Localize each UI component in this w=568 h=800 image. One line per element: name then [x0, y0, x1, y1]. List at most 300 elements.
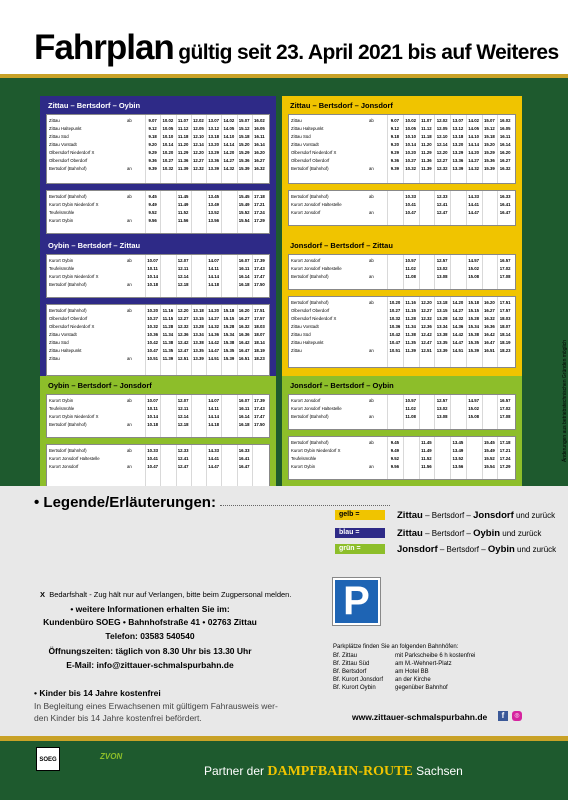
- table-row: [289, 141, 515, 149]
- departure-time: 13.56: [208, 218, 219, 223]
- table-row: [289, 117, 515, 125]
- departure-time: 16.47: [238, 464, 250, 469]
- departure-time: 17.50: [253, 282, 265, 287]
- departure-time: 12.51: [177, 356, 189, 361]
- table-row: [47, 421, 269, 429]
- departure-time: 17.24: [499, 456, 511, 461]
- departure-time: 16.57: [499, 398, 511, 403]
- departure-time: 9.52: [148, 210, 157, 215]
- departure-time: 14.20: [208, 308, 219, 313]
- departure-time: 12.02: [436, 118, 448, 123]
- departure-time: 12.33: [177, 448, 189, 453]
- table-row: [289, 439, 515, 447]
- station-name: Kurort Jonsdorf: [291, 210, 321, 215]
- arrival-departure-marker: an: [127, 464, 132, 469]
- departure-time: 14.11: [208, 406, 219, 411]
- departure-time: 10.07: [147, 258, 158, 263]
- station-name: Zittau Süd: [291, 134, 311, 139]
- table-row: [289, 323, 515, 331]
- departure-time: 13.38: [192, 340, 204, 345]
- title-main: Fahrplan: [34, 28, 174, 67]
- departure-time: 11.18: [177, 134, 189, 139]
- parking-station: Bf. Kurort Oybin: [333, 685, 376, 691]
- departure-time: 10.14: [405, 142, 416, 147]
- station-name: Kurort Oybin: [49, 398, 74, 403]
- departure-time: 16.02: [253, 118, 265, 123]
- departure-time: 16.47: [483, 340, 495, 345]
- station-name: Kurort Oybin Niederdorf X: [49, 202, 99, 207]
- departure-time: 11.20: [177, 142, 189, 147]
- departure-time: 15.29: [238, 150, 250, 155]
- facebook-icon[interactable]: f: [498, 711, 508, 721]
- departure-time: 14.41: [468, 202, 479, 207]
- table-row: [289, 347, 515, 355]
- table-row: [47, 117, 269, 125]
- station-name: Bertsdorf (Bahnhof): [49, 308, 87, 313]
- panel-title: Jonsdorf – Bertsdorf – Oybin: [286, 380, 486, 392]
- departure-time: 11.16: [405, 300, 416, 305]
- table-row: [289, 339, 515, 347]
- table-row: [47, 257, 269, 265]
- arrival-departure-marker: an: [127, 422, 132, 427]
- departure-time: 11.07: [421, 118, 432, 123]
- departure-time: 10.14: [147, 414, 158, 419]
- departure-time: 18.07: [499, 324, 511, 329]
- departure-time: 11.34: [405, 324, 416, 329]
- departure-time: 18.19: [499, 340, 511, 345]
- station-name: Zittau: [49, 356, 60, 361]
- departure-time: 11.52: [421, 456, 432, 461]
- departure-time: 16.36: [483, 324, 495, 329]
- departure-time: 13.18: [192, 308, 204, 313]
- departure-time: 16.32: [483, 316, 495, 321]
- timetable-table: [288, 254, 516, 290]
- website-link[interactable]: www.zittauer-schmalspurbahn.de: [352, 712, 488, 722]
- departure-time: 16.27: [483, 308, 495, 313]
- departure-time: 10.11: [147, 266, 158, 271]
- departure-time: 9.18: [390, 134, 400, 139]
- departure-time: 10.27: [162, 158, 174, 163]
- departure-time: 12.05: [192, 126, 204, 131]
- departure-time: 10.47: [147, 464, 158, 469]
- departure-time: 14.14: [468, 142, 479, 147]
- departure-time: 16.32: [238, 324, 250, 329]
- info-hours: Öffnungszeiten: täglich von 8.30 Uhr bis 13.30 Uhr: [48, 646, 252, 656]
- departure-time: 16.47: [499, 210, 511, 215]
- departure-time: 12.41: [436, 202, 448, 207]
- departure-time: 9.20: [390, 142, 400, 147]
- departure-time: 14.41: [208, 456, 219, 461]
- departure-time: 15.34: [468, 324, 479, 329]
- departure-time: 13.15: [192, 316, 204, 321]
- arrival-departure-marker: an: [369, 414, 374, 419]
- station-name: Kurort Oybin: [49, 258, 74, 263]
- parking-location: gegenüber Bahnhof: [395, 685, 448, 691]
- departure-time: 10.32: [405, 166, 416, 171]
- departure-time: 16.33: [238, 448, 250, 453]
- departure-time: 14.20: [452, 300, 464, 305]
- station-name: Zittau: [291, 348, 302, 353]
- departure-time: 14.07: [208, 258, 219, 263]
- departure-time: 17.39: [253, 398, 265, 403]
- departure-time: 10.20: [147, 308, 158, 313]
- table-row: [47, 201, 269, 209]
- departure-time: 12.18: [177, 422, 189, 427]
- departure-time: 17.51: [253, 308, 265, 313]
- departure-time: 11.02: [405, 266, 416, 271]
- departure-time: 10.47: [405, 210, 416, 215]
- table-row: [289, 125, 515, 133]
- station-name: Zittau Haltepunkt: [49, 126, 82, 131]
- table-row: [47, 273, 269, 281]
- departure-time: 10.47: [389, 340, 401, 345]
- departure-time: 16.47: [238, 348, 250, 353]
- departure-time: 13.35: [436, 340, 448, 345]
- timetable-table: [46, 394, 270, 438]
- departure-time: 10.33: [147, 448, 158, 453]
- departure-time: 10.14: [147, 274, 158, 279]
- table-row: [47, 397, 269, 405]
- departure-time: 16.41: [238, 456, 250, 461]
- table-row: [289, 157, 515, 165]
- table-row: [289, 193, 515, 201]
- departure-time: 17.18: [253, 194, 265, 199]
- departure-time: 13.39: [436, 348, 448, 353]
- station-name: Zittau Süd: [49, 134, 69, 139]
- departure-time: 12.11: [177, 406, 189, 411]
- info-email[interactable]: E-Mail: info@zittauer-schmalspurbahn.de: [66, 660, 234, 670]
- bedarfshalt-note: X Bedarfshalt - Zug hält nur auf Verlangen, bitte beim Zugpersonal melden.: [40, 590, 292, 599]
- departure-time: 13.29: [452, 150, 464, 155]
- departure-time: 16.02: [499, 118, 511, 123]
- departure-time: 15.15: [223, 316, 235, 321]
- departure-time: 13.39: [452, 166, 464, 171]
- station-name: Zittau Haltepunkt: [291, 340, 324, 345]
- legend-label-green: Jonsdorf – Bertsdorf – Oybin und zurück: [397, 544, 557, 555]
- table-row: [47, 323, 269, 331]
- station-name: Teufelsmühle: [49, 266, 75, 271]
- departure-time: 9.45: [148, 194, 157, 199]
- departure-time: 18.03: [253, 324, 265, 329]
- departure-time: 15.20: [483, 142, 495, 147]
- departure-time: 10.32: [147, 324, 158, 329]
- departure-time: 15.49: [238, 202, 250, 207]
- timetable-panel: [282, 376, 522, 486]
- departure-time: 10.18: [147, 422, 158, 427]
- zvon-logo: ZVON: [100, 752, 123, 761]
- departure-time: 11.34: [162, 332, 174, 337]
- station-name: Kurort Oybin: [291, 464, 316, 469]
- departure-time: 17.21: [253, 202, 265, 207]
- departure-time: 14.11: [208, 266, 219, 271]
- departure-time: 17.50: [253, 422, 265, 427]
- departure-time: 14.05: [468, 126, 479, 131]
- departure-time: 12.27: [177, 316, 189, 321]
- departure-time: 16.11: [238, 266, 250, 271]
- departure-time: 14.47: [208, 348, 219, 353]
- departure-time: 16.32: [499, 166, 511, 171]
- parking-location: mit Parkscheibe 6 h kostenfrei: [395, 653, 476, 659]
- kinder-text-1: In Begleitung eines Erwachsenen mit gültigem Fahrausweis wer-: [34, 701, 278, 711]
- departure-time: 13.39: [192, 356, 204, 361]
- table-row: [289, 165, 515, 173]
- departure-time: 11.52: [177, 210, 189, 215]
- timetable-table: [46, 114, 270, 184]
- departure-time: 15.07: [483, 118, 495, 123]
- departure-time: 11.28: [162, 324, 174, 329]
- arrival-departure-marker: ab: [369, 258, 374, 263]
- station-name: Zittau Vorstadt: [291, 324, 319, 329]
- departure-time: 18.23: [253, 356, 265, 361]
- departure-time: 15.52: [483, 456, 495, 461]
- legend-label-blue: Zittau – Bertsdorf – Oybin und zurück: [397, 528, 542, 539]
- panel-title: Zittau – Bertsdorf – Jonsdorf: [286, 100, 486, 112]
- departure-time: 15.38: [468, 332, 479, 337]
- departure-time: 13.07: [452, 118, 464, 123]
- departure-time: 11.35: [405, 340, 416, 345]
- table-row: [47, 355, 269, 363]
- table-row: [47, 463, 269, 471]
- departure-time: 10.27: [389, 308, 401, 313]
- departure-time: 14.47: [468, 210, 479, 215]
- departure-time: 15.39: [223, 356, 235, 361]
- info-phone: Telefon: 03583 540540: [105, 631, 195, 641]
- panel-title: Zittau – Bertsdorf – Oybin: [44, 100, 244, 112]
- table-row: [289, 315, 515, 323]
- departure-time: 11.20: [421, 142, 432, 147]
- departure-time: 15.49: [483, 448, 495, 453]
- arrival-departure-marker: ab: [127, 448, 132, 453]
- departure-time: 14.10: [468, 134, 479, 139]
- departure-time: 14.51: [208, 356, 219, 361]
- departure-time: 9.12: [148, 126, 157, 131]
- departure-time: 14.42: [452, 332, 464, 337]
- table-row: [289, 201, 515, 209]
- departure-time: 12.14: [177, 414, 189, 419]
- departure-time: 12.27: [420, 308, 432, 313]
- departure-time: 11.45: [421, 440, 432, 445]
- departure-time: 12.20: [436, 150, 448, 155]
- departure-time: 11.29: [177, 150, 189, 155]
- departure-time: 15.18: [238, 134, 250, 139]
- station-name: Kurort Jonsdorf: [49, 464, 79, 469]
- departure-time: 12.07: [177, 398, 189, 403]
- arrival-departure-marker: an: [369, 348, 374, 353]
- timetable-table: [288, 296, 516, 368]
- title-validity: gültig seit 23. April 2021 bis auf Weiteres: [178, 41, 559, 64]
- station-name: Kurort Jonsdorf: [291, 398, 321, 403]
- instagram-icon[interactable]: ◎: [512, 711, 522, 721]
- departure-time: 15.45: [483, 440, 495, 445]
- station-name: Bertsdorf (Bahnhof): [49, 194, 87, 199]
- station-name: Bertsdorf (Bahnhof): [291, 414, 329, 419]
- departure-time: 10.02: [162, 118, 174, 123]
- departure-time: 12.47: [177, 348, 189, 353]
- table-row: [289, 413, 515, 421]
- departure-time: 11.29: [421, 150, 432, 155]
- departure-time: 17.43: [253, 266, 265, 271]
- departure-time: 10.14: [162, 142, 174, 147]
- departure-time: 15.28: [223, 324, 235, 329]
- parking-row: [333, 669, 429, 675]
- station-name: Zittau Haltepunkt: [49, 348, 82, 353]
- departure-time: 16.41: [499, 202, 511, 207]
- parking-location: an der Kirche: [395, 677, 431, 683]
- departure-time: 13.07: [208, 118, 219, 123]
- departure-time: 16.14: [238, 274, 250, 279]
- table-row: [289, 299, 515, 307]
- table-row: [47, 413, 269, 421]
- table-row: [47, 141, 269, 149]
- departure-time: 17.57: [499, 308, 511, 313]
- parking-location: am Hotel BB: [395, 669, 429, 675]
- departure-time: 11.08: [405, 414, 416, 419]
- departure-time: 13.12: [208, 126, 219, 131]
- timetable-panel: [40, 236, 276, 376]
- arrival-departure-marker: ab: [127, 258, 132, 263]
- departure-time: 10.07: [147, 398, 158, 403]
- departure-time: 14.02: [468, 118, 479, 123]
- departure-time: 12.41: [177, 456, 189, 461]
- departure-time: 13.28: [192, 324, 204, 329]
- departure-time: 12.32: [192, 166, 204, 171]
- legend-title: • Legende/Erläuterungen:: [34, 494, 216, 511]
- departure-time: 14.57: [468, 258, 479, 263]
- departure-time: 12.36: [177, 332, 189, 337]
- departure-time: 14.18: [208, 282, 219, 287]
- table-row: [47, 209, 269, 217]
- timetable-table: [288, 114, 516, 184]
- departure-time: 16.14: [253, 142, 265, 147]
- departure-time: 14.27: [468, 158, 479, 163]
- timetable-table: [288, 190, 516, 226]
- departure-time: 16.27: [499, 158, 511, 163]
- legend-label-yellow: Zittau – Bertsdorf – Jonsdorf und zurück: [397, 510, 556, 521]
- departure-time: 18.07: [253, 332, 265, 337]
- departure-time: 10.27: [147, 316, 158, 321]
- station-name: Zittau: [291, 118, 302, 123]
- station-name: Olbersdorf Oberdorf: [49, 316, 88, 321]
- departure-time: 15.39: [483, 166, 495, 171]
- departure-time: 12.47: [177, 464, 189, 469]
- departure-time: 9.29: [390, 150, 400, 155]
- timetable-table: [46, 254, 270, 298]
- table-row: [289, 455, 515, 463]
- departure-time: 11.15: [162, 316, 174, 321]
- departure-time: 13.28: [436, 316, 448, 321]
- departure-time: 15.08: [468, 274, 479, 279]
- departure-time: 17.47: [253, 414, 265, 419]
- departure-time: 15.02: [468, 406, 479, 411]
- departure-time: 17.02: [499, 266, 511, 271]
- departure-time: 14.14: [223, 142, 235, 147]
- arrival-departure-marker: an: [369, 464, 374, 469]
- station-name: Bertsdorf (Bahnhof): [49, 422, 87, 427]
- departure-time: 11.39: [162, 356, 174, 361]
- departure-time: 14.18: [208, 422, 219, 427]
- departure-time: 14.32: [208, 324, 219, 329]
- arrival-departure-marker: ab: [127, 398, 132, 403]
- departure-time: 16.42: [238, 340, 250, 345]
- departure-time: 14.51: [452, 348, 464, 353]
- departure-time: 17.39: [253, 258, 265, 263]
- departure-time: 12.14: [436, 142, 448, 147]
- station-name: Kurort Oybin: [49, 218, 74, 223]
- departure-time: 16.20: [483, 300, 495, 305]
- station-name: Zittau Süd: [49, 340, 69, 345]
- departure-time: 15.20: [238, 142, 250, 147]
- legend-swatch-green: grün =: [335, 544, 385, 554]
- station-name: Bertsdorf (Bahnhof): [49, 166, 87, 171]
- departure-time: 9.07: [390, 118, 400, 123]
- station-name: Zittau Haltepunkt: [291, 126, 324, 131]
- table-row: [289, 265, 515, 273]
- station-name: Teufelsmühle: [291, 456, 317, 461]
- departure-time: 14.27: [452, 308, 464, 313]
- station-name: Bertsdorf (Bahnhof): [291, 300, 329, 305]
- side-note: Änderungen aus betriebstechnischen Gründen möglich: [562, 340, 568, 463]
- table-row: [47, 217, 269, 225]
- station-name: Teufelsmühle: [49, 406, 75, 411]
- departure-time: 10.41: [147, 456, 158, 461]
- table-row: [289, 405, 515, 413]
- departure-time: 13.34: [192, 332, 204, 337]
- station-name: Zittau Vorstadt: [291, 142, 319, 147]
- station-name: Kurort Jonsdorf Haltestelle: [291, 202, 342, 207]
- departure-time: 9.56: [390, 464, 400, 469]
- arrival-departure-marker: ab: [127, 308, 132, 313]
- info-heading: • weitere Informationen erhalten Sie im:: [70, 604, 230, 614]
- departure-time: 12.36: [420, 324, 432, 329]
- departure-time: 11.16: [162, 308, 174, 313]
- arrival-departure-marker: an: [369, 210, 374, 215]
- departure-time: 12.20: [177, 308, 189, 313]
- departure-time: 14.32: [452, 316, 464, 321]
- table-row: [289, 463, 515, 471]
- table-row: [47, 405, 269, 413]
- station-name: Olbersdorf Niederdorf X: [291, 316, 337, 321]
- departure-time: 12.14: [192, 142, 204, 147]
- departure-time: 17.02: [499, 406, 511, 411]
- table-row: [289, 149, 515, 157]
- departure-time: 12.42: [420, 332, 432, 337]
- departure-time: 9.36: [390, 158, 400, 163]
- panel-title: Jonsdorf – Bertsdorf – Zittau: [286, 240, 486, 252]
- departure-time: 12.42: [177, 340, 189, 345]
- station-name: Bertsdorf (Bahnhof): [291, 194, 329, 199]
- station-name: Zittau Vorstadt: [49, 332, 77, 337]
- departure-time: 13.56: [452, 464, 464, 469]
- departure-time: 11.56: [421, 464, 432, 469]
- departure-time: 13.12: [452, 126, 464, 131]
- departure-time: 16.20: [499, 150, 511, 155]
- departure-time: 9.45: [390, 440, 400, 445]
- departure-time: 15.02: [468, 266, 479, 271]
- departure-time: 15.34: [223, 332, 235, 337]
- departure-time: 18.03: [499, 316, 511, 321]
- departure-time: 15.08: [468, 414, 479, 419]
- departure-time: 10.51: [389, 348, 401, 353]
- departure-time: 16.36: [238, 332, 250, 337]
- departure-time: 13.18: [436, 300, 448, 305]
- table-row: [47, 339, 269, 347]
- departure-time: 9.56: [148, 218, 157, 223]
- parking-location: am M.-Wehnert-Platz: [395, 661, 452, 667]
- arrival-departure-marker: ab: [127, 118, 132, 123]
- departure-time: 14.33: [208, 448, 219, 453]
- departure-time: 16.27: [253, 158, 265, 163]
- departure-time: 16.32: [253, 166, 265, 171]
